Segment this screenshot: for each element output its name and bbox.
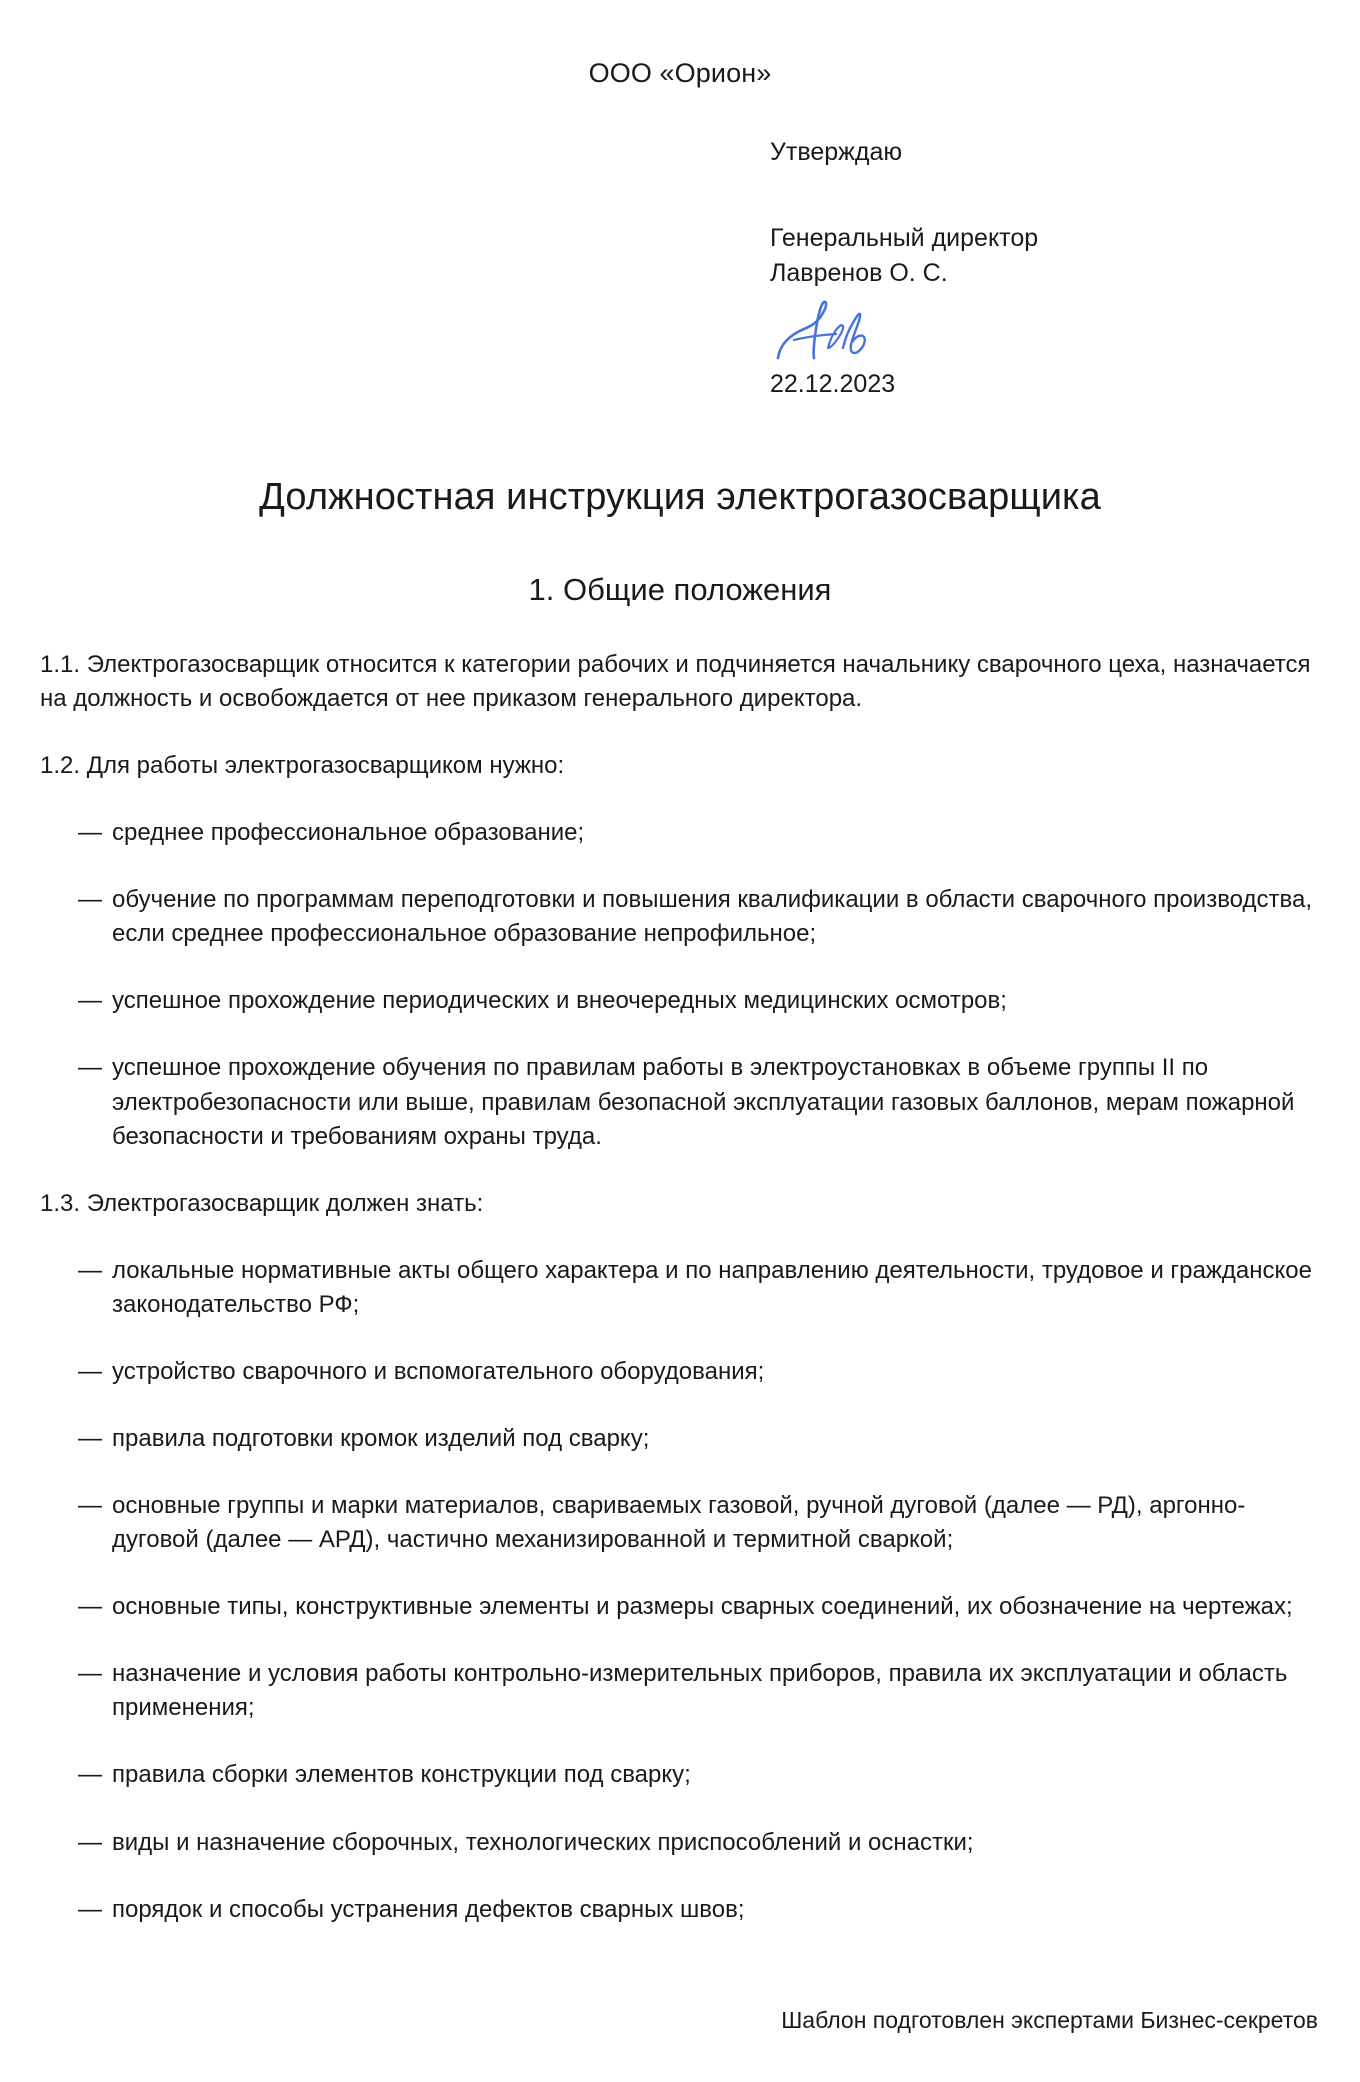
- dash-marker: —: [78, 1828, 102, 1856]
- list-item: [40, 1826, 1320, 1860]
- approval-block: [770, 135, 1230, 400]
- list-item-text: среднее профессиональное образование;: [112, 819, 585, 847]
- dash-marker: —: [78, 1593, 102, 1621]
- dash-marker: —: [78, 819, 102, 847]
- approval-date: 22.12.2023: [770, 369, 896, 398]
- list-item: [40, 1758, 1320, 1792]
- list-item-text: правила сборки элементов конструкции под сварку;: [112, 1761, 691, 1789]
- list-item: [40, 1355, 1320, 1389]
- section-heading: 1. Общие положения: [528, 571, 832, 607]
- clause-1-2: 1.2. Для работы электрогазосварщиком нужно:: [40, 752, 565, 780]
- document-body: [40, 648, 1320, 1927]
- dash-marker: —: [78, 1357, 102, 1385]
- clause-1-3: 1.3. Электрогазосварщик должен знать:: [40, 1189, 484, 1217]
- list-item-text: виды и назначение сборочных, технологических приспособлений и оснастки;: [112, 1828, 974, 1856]
- clause-1-1: 1.1. Электрогазосварщик относится к категории рабочих и подчиняется начальнику сварочного цеха, назначается на должность и освобождается от нее приказом генерального директора.: [40, 650, 1311, 712]
- list-item-text: успешное прохождение периодических и внеочередных медицинских осмотров;: [112, 987, 1007, 1015]
- list-item: [40, 984, 1320, 1018]
- list-item-text: обучение по программам переподготовки и повышения квалификации в области сварочного производства, если среднее профессиональное образование непрофильное;: [112, 886, 1312, 948]
- footer-note: Шаблон подготовлен экспертами Бизнес-секретов: [781, 2007, 1318, 2034]
- approval-label: Утверждаю: [770, 138, 903, 167]
- dash-marker: —: [78, 1256, 102, 1284]
- dash-marker: —: [78, 1424, 102, 1452]
- dash-marker: —: [78, 1761, 102, 1789]
- list-item-text: локальные нормативные акты общего характера и по направлению деятельности, трудовое и гражданское законодательство РФ;: [112, 1256, 1312, 1318]
- dash-marker: —: [78, 987, 102, 1015]
- list-item: [40, 1489, 1320, 1557]
- dash-marker: —: [78, 1492, 102, 1520]
- list-item: [40, 1590, 1320, 1624]
- list-item-text: правила подготовки кромок изделий под сварку;: [112, 1424, 650, 1452]
- list-item-text: основные типы, конструктивные элементы и размеры сварных соединений, их обозначение на чертежах;: [112, 1593, 1293, 1621]
- dash-marker: —: [78, 1660, 102, 1688]
- signature-image: [770, 296, 1230, 366]
- list-item: [40, 816, 1320, 850]
- approver-name: Лавренов О. С.: [770, 259, 948, 288]
- list-item-text: порядок и способы устранения дефектов сварных швов;: [112, 1895, 745, 1923]
- knowledge-list: [40, 1254, 1320, 1927]
- requirements-list: [40, 816, 1320, 1154]
- dash-marker: —: [78, 886, 102, 914]
- list-item: [40, 1657, 1320, 1725]
- list-item: [40, 1051, 1320, 1153]
- list-item-text: устройство сварочного и вспомогательного оборудования;: [112, 1357, 765, 1385]
- approver-role: Генеральный директор: [770, 223, 1039, 252]
- dash-marker: —: [78, 1054, 102, 1082]
- list-item: [40, 1422, 1320, 1456]
- list-item: [40, 1254, 1320, 1322]
- list-item-text: назначение и условия работы контрольно-измерительных приборов, правила их эксплуатации и область применения;: [112, 1660, 1288, 1722]
- page-title: Должностная инструкция электрогазосварщика: [259, 476, 1101, 519]
- list-item-text: успешное прохождение обучения по правилам работы в электроустановках в объеме группы II по электробезопасности или выше, правилам безопасной эксплуатации газовых баллонов, мерам пожарной безопасности и требованиям охраны труда.: [112, 1054, 1295, 1150]
- organization-name: ООО «Орион»: [588, 58, 772, 88]
- list-item: [40, 1893, 1320, 1927]
- dash-marker: —: [78, 1895, 102, 1923]
- list-item-text: основные группы и марки материалов, свариваемых газовой, ручной дуговой (далее — РД), аргонно-дуговой (далее — АРД), частично механизированной и термитной сваркой;: [112, 1492, 1246, 1554]
- list-item: [40, 883, 1320, 951]
